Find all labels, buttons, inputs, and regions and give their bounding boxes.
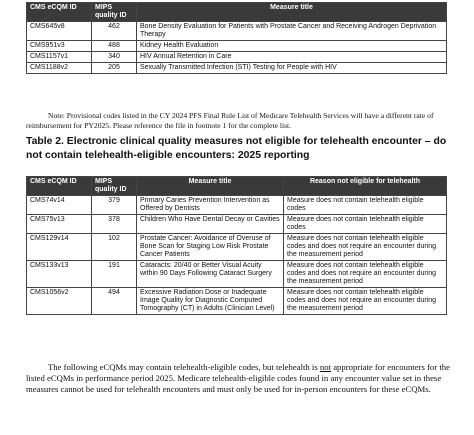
measure-title-cell: Excessive Radiation Dose or Inadequate Image Quality for Diagnostic Computed Tomography (CT) in Adults (Clinician Level) (137, 288, 284, 315)
table2-heading: Table 2. Electronic clinical quality measures not eligible for telehealth encounter – do not contain telehealth-eligible encounters: 2025 reporting (26, 136, 447, 161)
measure-title-cell: Children Who Have Dental Decay or Cavities (137, 215, 284, 234)
measure-title-cell: Kidney Health Evaluation (137, 41, 447, 52)
not-eligible-measures-table (26, 176, 447, 315)
table-row (27, 52, 447, 63)
header-mips-quality-id: MIPS quality ID (92, 177, 137, 196)
mips-id-cell: 205 (92, 63, 137, 74)
cms-id-cell: CMS75v13 (27, 215, 92, 234)
reason-cell: Measure does not contain telehealth eligible codes (284, 196, 447, 215)
measure-title-cell: Primary Caries Prevention Intervention as Offered by Dentists (137, 196, 284, 215)
measure-title-cell: Sexually Transmitted Infection (STI) Testing for People with HIV (137, 63, 447, 74)
table-row (27, 196, 447, 215)
measure-title-cell: Bone Density Evaluation for Patients with Prostate Cancer and Receiving Androgen Deprivation Therapy (137, 22, 447, 41)
header-mips-quality-id: MIPS quality ID (92, 3, 137, 22)
header-cms-ecqm-id: CMS eCQM ID (27, 3, 92, 22)
measure-title-cell: HIV Annual Retention in Care (137, 52, 447, 63)
reason-cell: Measure does not contain telehealth eligible codes (284, 215, 447, 234)
header-measure-title: Measure title (137, 177, 284, 196)
cms-id-cell: CMS951v3 (27, 41, 92, 52)
header-measure-title: Measure title (137, 3, 447, 22)
measure-title-cell: Prostate Cancer: Avoidance of Overuse of Bone Scan for Staging Low Risk Prostate Cancer Patients (137, 234, 284, 261)
mips-id-cell: 340 (92, 52, 137, 63)
table-row (27, 215, 447, 234)
cms-id-cell: CMS129v14 (27, 234, 92, 261)
reason-cell: Measure does not contain telehealth eligible codes and does not require an encounter during the measurement period (284, 234, 447, 261)
table-row (27, 288, 447, 315)
cms-id-cell: CMS74v14 (27, 196, 92, 215)
cms-id-cell: CMS1188v2 (27, 63, 92, 74)
mips-id-cell: 102 (92, 234, 137, 261)
mips-id-cell: 378 (92, 215, 137, 234)
table-row (27, 63, 447, 74)
paragraph-text-start: The following eCQMs may contain telehealth-eligible codes, but telehealth is (48, 362, 320, 372)
paragraph-underlined-word: not (319, 362, 332, 372)
table-row (27, 41, 447, 52)
cms-id-cell: CMS1157v1 (27, 52, 92, 63)
cms-id-cell: CMS1056v2 (27, 288, 92, 315)
mips-id-cell: 191 (92, 261, 137, 288)
table-row (27, 261, 447, 288)
mips-id-cell: 488 (92, 41, 137, 52)
table-row (27, 234, 447, 261)
mips-id-cell: 494 (92, 288, 137, 315)
eligible-measures-table (26, 2, 447, 74)
cms-id-cell: CMS645v8 (27, 22, 92, 41)
cms-id-cell: CMS133v13 (27, 261, 92, 288)
table-header-row (27, 3, 447, 22)
table-header-row (27, 177, 447, 196)
header-reason-not-eligible: Reason not eligible for telehealth (284, 177, 447, 196)
measure-title-cell: Cataracts: 20/40 or Better Visual Acuity within 90 Days Following Cataract Surgery (137, 261, 284, 288)
header-cms-ecqm-id: CMS eCQM ID (27, 177, 92, 196)
mips-id-cell: 379 (92, 196, 137, 215)
reason-cell: Measure does not contain telehealth eligible codes and does not require an encounter during the measurement period (284, 261, 447, 288)
telehealth-paragraph (26, 362, 460, 394)
mips-id-cell: 462 (92, 22, 137, 41)
provisional-codes-note: Note: Provisional codes listed in the CY 2024 PFS Final Rule List of Medicare Telehealth Services will have a different rate of reimbursement for PY2025. Please reference the file in footnote 1 for the complete list. (26, 111, 434, 130)
table-row (27, 22, 447, 41)
paragraph-text-end: appropriate for encounters for the listed eCQMs in performance period 2025. Medicare telehealth-eligible codes found in any encounter value set in these measures cannot be used for telehealth encounters and must only be used for in-person encounters for these eCQMs. (26, 362, 450, 394)
reason-cell: Measure does not contain telehealth eligible codes and does not require an encounter during the measurement period (284, 288, 447, 315)
